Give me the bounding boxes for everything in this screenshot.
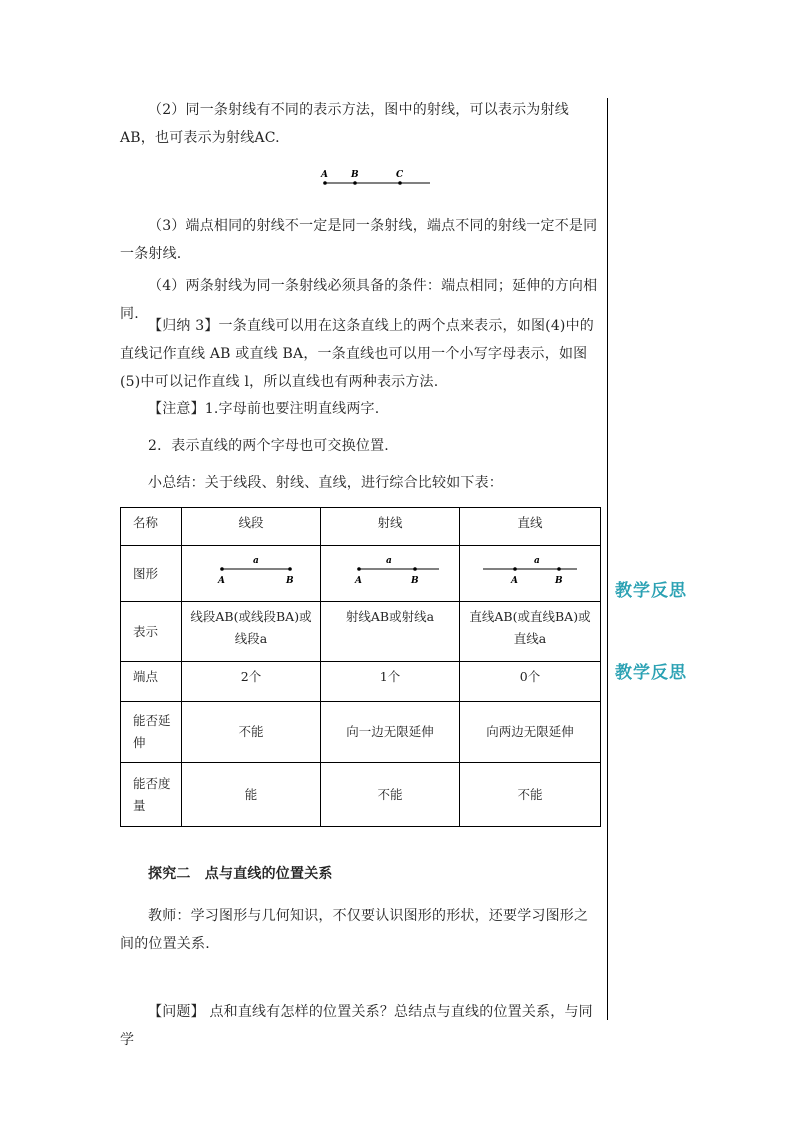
line-label-lower-a: a [534, 556, 540, 566]
paragraph-teacher: 教师：学习图形与几何知识，不仅要认识图形的形状，还要学习图形之间的位置关系. [120, 908, 589, 952]
line-figure-cell [460, 546, 601, 602]
section-title: 探究二 点与直线的位置关系 [148, 866, 333, 882]
segment-figure [196, 550, 306, 590]
line-label-b: B [555, 576, 563, 586]
table-row [121, 702, 601, 763]
table-row [121, 763, 601, 827]
table-row-label: 端点 [121, 662, 182, 702]
ray-figure [315, 166, 435, 190]
table-row-label: 图形 [121, 546, 182, 602]
ray-label-a: A [321, 170, 328, 180]
table-ray-figure [335, 550, 445, 590]
table-row-figure [121, 546, 601, 602]
comparison-table [120, 507, 601, 827]
paragraph-ray-endpoint: （3）端点相同的射线不一定是同一条射线，端点不同的射线一定不是同一条射线. [120, 218, 598, 262]
table-cell: 2个 [182, 662, 321, 702]
table-cell: 1个 [321, 662, 460, 702]
table-cell: 不能 [182, 702, 321, 763]
segment-figure-cell [182, 546, 321, 602]
table-cell: 能 [182, 763, 321, 827]
paragraph-same-ray-condition: （4）两条射线为同一条射线必须具备的条件：端点相同；延伸的方向相同. [120, 278, 598, 322]
table-row-label: 能否延伸 [121, 702, 182, 763]
segment-label-lower-a: a [253, 556, 259, 566]
table-cell: 向两边无限延伸 [460, 702, 601, 763]
table-header-row [121, 508, 601, 546]
table-header-cell: 射线 [321, 508, 460, 546]
ray-label-c: C [396, 170, 404, 180]
paragraph-question: 【问题】 点和直线有怎样的位置关系？总结点与直线的位置关系，与同学 [120, 1004, 593, 1048]
ray-label-lower-a: a [386, 556, 392, 566]
table-header-cell: 线段 [182, 508, 321, 546]
table-cell: 不能 [321, 763, 460, 827]
ray-label-b: B [351, 170, 359, 180]
side-reflection-title: 教学反思 [615, 663, 687, 683]
table-row-label: 能否度量 [121, 763, 182, 827]
table-row-label: 表示 [121, 602, 182, 662]
table-line-figure [475, 550, 585, 590]
segment-label-a: A [218, 576, 225, 586]
table-ray-label-b: B [411, 576, 419, 586]
table-header-cell: 直线 [460, 508, 601, 546]
paragraph-note-2: 2．表示直线的两个字母也可交换位置. [148, 438, 389, 454]
table-ray-label-a: A [355, 576, 362, 586]
table-row [121, 602, 601, 662]
paragraph-summary-3: 【归纳 3】一条直线可以用在这条直线上的两个点来表示，如图(4)中的直线记作直线 AB 或直线 BA，一条直线也可以用一个小写字母表示，如图(5)中可以记作直线 l，所以直线也有两种表示方法. [120, 318, 594, 390]
table-cell: 向一边无限延伸 [321, 702, 460, 763]
ray-figure-cell [321, 546, 460, 602]
table-cell: 线段AB(或线段BA)或线段a [182, 602, 321, 662]
paragraph-ray-notation: （2）同一条射线有不同的表示方法，图中的射线，可以表示为射线AB，也可表示为射线AC. [120, 102, 569, 146]
table-cell: 直线AB(或直线BA)或直线a [460, 602, 601, 662]
margin-divider [607, 98, 608, 1020]
line-label-a: A [511, 576, 518, 586]
paragraph-table-intro: 小总结：关于线段、射线、直线，进行综合比较如下表： [148, 475, 503, 491]
table-cell: 0个 [460, 662, 601, 702]
table-cell: 射线AB或射线a [321, 602, 460, 662]
table-row [121, 662, 601, 702]
segment-label-b: B [286, 576, 294, 586]
table-header-cell: 名称 [121, 508, 182, 546]
paragraph-note-1: 【注意】1.字母前也要注明直线两字. [148, 401, 380, 417]
side-reflection-title: 教学反思 [615, 581, 687, 601]
table-cell: 不能 [460, 763, 601, 827]
